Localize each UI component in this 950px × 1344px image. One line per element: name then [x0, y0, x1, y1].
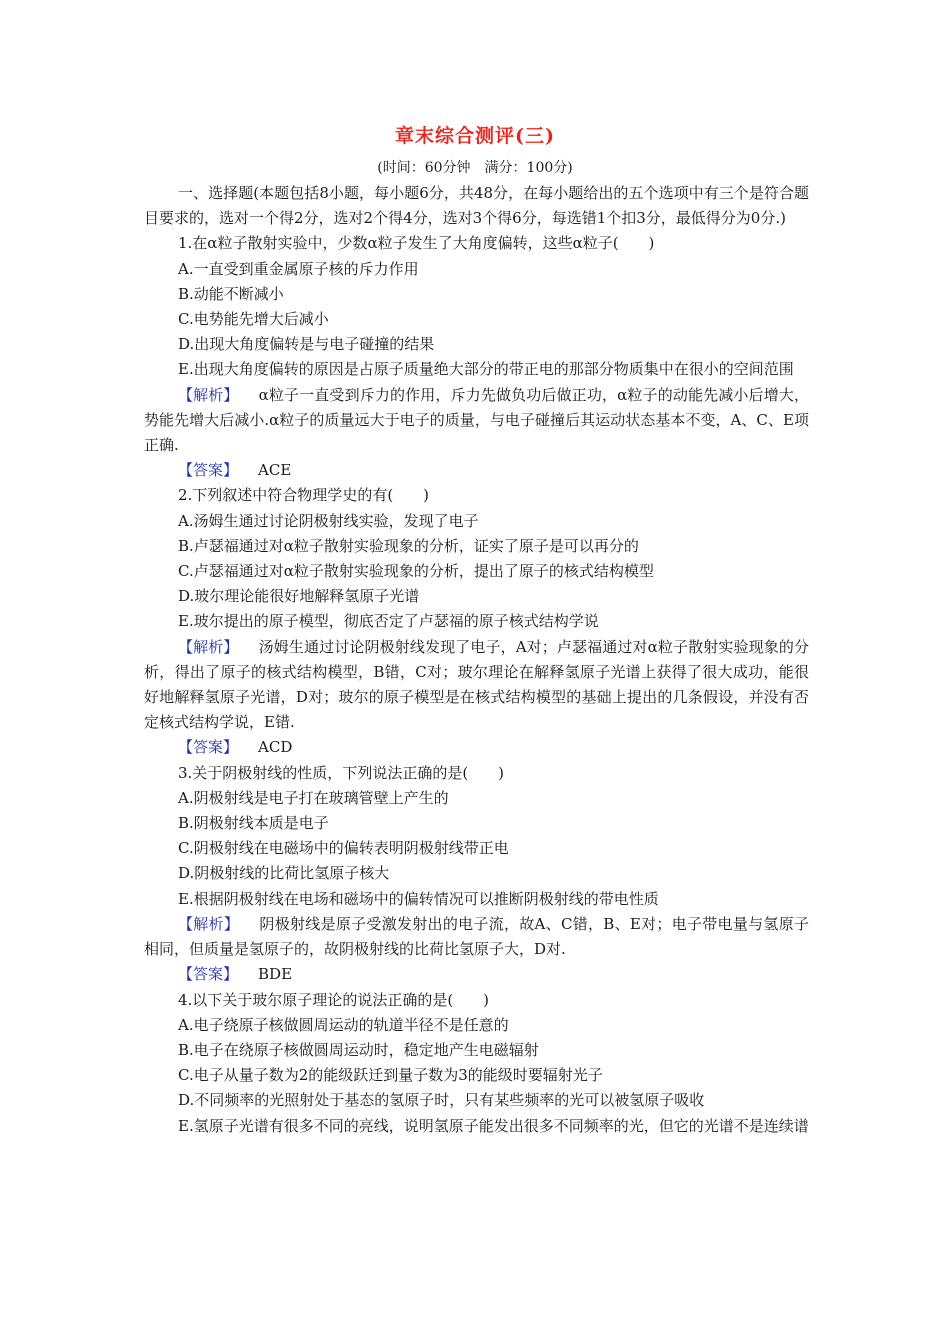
- exam-info: (时间：60分钟 满分：100分): [377, 160, 573, 176]
- answer-text: BDE: [258, 965, 293, 984]
- option-a: A.汤姆生通过讨论阴极射线实验，发现了电子: [178, 511, 479, 530]
- answer-label: 【答案】: [178, 461, 239, 480]
- answer: [144, 735, 809, 760]
- option-b: B.电子在绕原子核做圆周运动时，稳定地产生电磁辐射: [178, 1040, 539, 1059]
- analysis-label: 【解析】: [178, 914, 240, 933]
- analysis-text: α粒子一直受到斥力的作用，斥力先做负功后做正功，α粒子的动能先减小后增大，势能先增大后减小.α粒子的质量远大于电子的质量，与电子碰撞后其运动状态基本不变，A、C、E项正确.: [144, 385, 809, 455]
- option-b: B.动能不断减小: [178, 284, 284, 303]
- option-c: C.阴极射线在电磁场中的偏转表明阴极射线带正电: [178, 839, 509, 858]
- option-d: D.出现大角度偏转是与电子碰撞的结果: [178, 335, 435, 354]
- option-a: A.电子绕原子核做圆周运动的轨道半径不是任意的: [178, 1015, 509, 1034]
- question-1: [144, 231, 809, 483]
- option-d: D.阴极射线的比荷比氢原子核大: [178, 864, 390, 883]
- question-2: [144, 483, 809, 760]
- analysis-label: 【解析】: [178, 385, 239, 404]
- option-b: B.卢瑟福通过对α粒子散射实验现象的分析，证实了原子是可以再分的: [178, 536, 639, 555]
- question-3: [144, 761, 809, 988]
- option-b: B.阴极射线本质是电子: [178, 814, 329, 833]
- option-e: E.玻尔提出的原子模型，彻底否定了卢瑟福的原子核式结构学说: [178, 612, 599, 631]
- question-stem: 3.关于阴极射线的性质，下列说法正确的是( ): [178, 763, 505, 782]
- option-e: E.根据阴极射线在电场和磁场中的偏转情况可以推断阴极射线的带电性质: [178, 889, 659, 908]
- option-e: E.氢原子光谱有很多不同的亮线，说明氢原子能发出很多不同频率的光，但它的光谱不是连续谱: [178, 1116, 809, 1135]
- answer-text: ACD: [258, 738, 293, 757]
- question-stem: 1.在α粒子散射实验中，少数α粒子发生了大角度偏转，这些α粒子( ): [178, 234, 655, 253]
- option-a: A.一直受到重金属原子核的斥力作用: [178, 259, 419, 278]
- analysis: [144, 383, 809, 459]
- answer: [144, 962, 809, 987]
- analysis-label: 【解析】: [178, 637, 239, 656]
- question-4: [144, 988, 809, 1139]
- analysis-text: 阴极射线是原子受激发射出的电子流，故A、C错，B、E对；电子带电量与氢原子相同，但质量是氢原子的，故阴极射线的比荷比氢原子大，D对.: [144, 914, 809, 959]
- document-body: [144, 181, 809, 1139]
- analysis: [144, 635, 809, 736]
- answer-text: ACE: [258, 461, 292, 480]
- option-c: C.电子从量子数为2的能级跃迁到量子数为3的能级时要辐射光子: [178, 1066, 603, 1085]
- analysis: [144, 912, 809, 962]
- answer-label: 【答案】: [178, 965, 239, 984]
- option-c: C.电势能先增大后减小: [178, 310, 329, 329]
- option-d: D.玻尔理论能很好地解释氢原子光谱: [178, 587, 420, 606]
- analysis-text: 汤姆生通过讨论阴极射线发现了电子，A对；卢瑟福通过对α粒子散射实验现象的分析，得出了原子的核式结构模型，B错，C对；玻尔理论在解释氢原子光谱上获得了很大成功，能很好地解释氢原子光谱，D对；玻尔的原子模型是在核式结构模型的基础上提出的几条假设，并没有否定核式结构学说，E错.: [144, 637, 809, 732]
- answer-label: 【答案】: [178, 738, 239, 757]
- option-a: A.阴极射线是电子打在玻璃管壁上产生的: [178, 788, 449, 807]
- question-stem: 4.以下关于玻尔原子理论的说法正确的是( ): [178, 990, 490, 1009]
- section-intro: 一、选择题(本题包括8小题，每小题6分，共48分，在每小题给出的五个选项中有三个是符合题目要求的，选对一个得2分，选对2个得4分，选对3个得6分，每选错1个扣3分，最低得分为0分.): [144, 184, 809, 228]
- answer: [144, 458, 809, 483]
- question-stem: 2.下列叙述中符合物理学史的有( ): [178, 486, 430, 505]
- option-d: D.不同频率的光照射处于基态的氢原子时，只有某些频率的光可以被氢原子吸收: [178, 1091, 705, 1110]
- page-title: 章末综合测评(三): [395, 125, 555, 147]
- option-c: C.卢瑟福通过对α粒子散射实验现象的分析，提出了原子的核式结构模型: [178, 562, 654, 581]
- option-e: E.出现大角度偏转的原因是占原子质量绝大部分的带正电的那部分物质集中在很小的空间范围: [178, 360, 794, 379]
